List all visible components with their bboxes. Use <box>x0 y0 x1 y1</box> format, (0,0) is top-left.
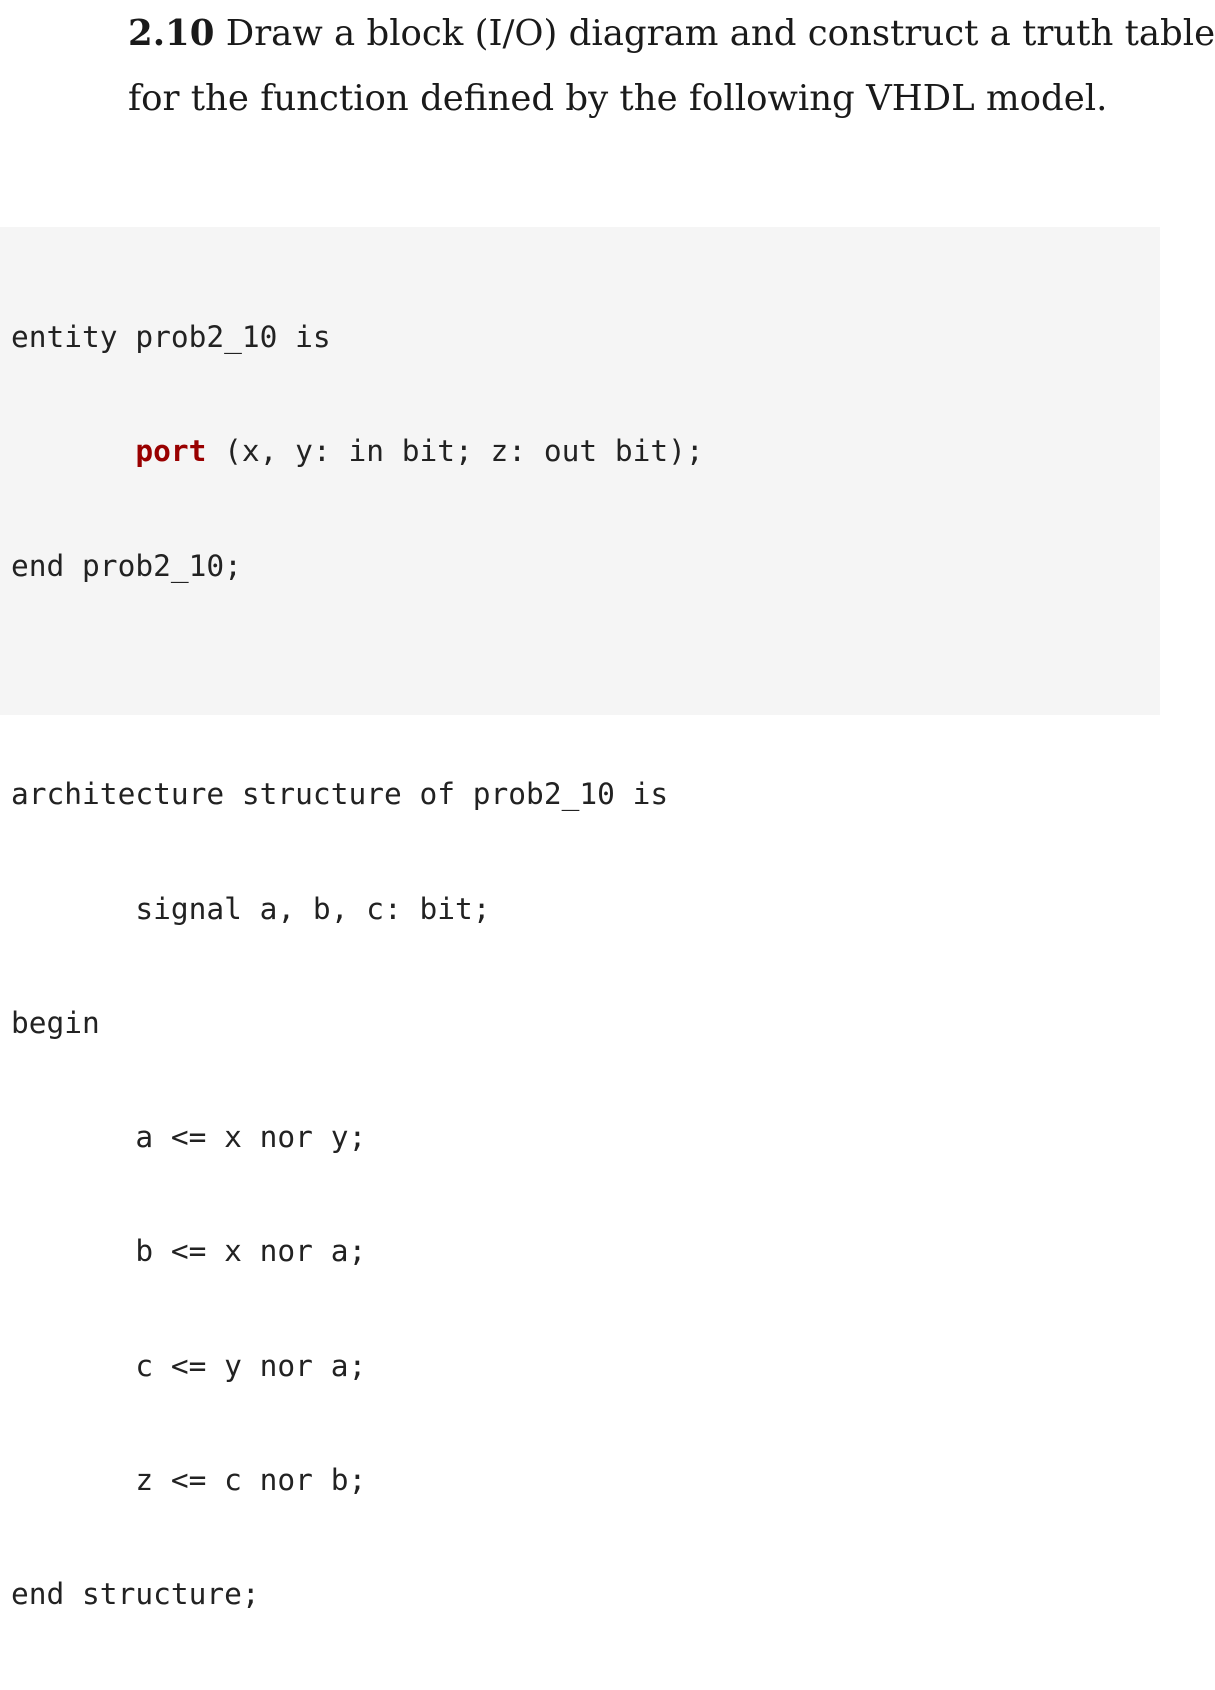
code-line-9: b <= x nor a; <box>11 1234 367 1269</box>
code-line-6: signal a, b, c: bit; <box>11 891 491 926</box>
problem-statement <box>128 0 1215 131</box>
code-line-11: z <= c nor b; <box>11 1463 367 1497</box>
code-line-4-blank <box>11 661 704 699</box>
problem-number: 2.10 <box>128 13 215 54</box>
code-block <box>0 227 1160 1612</box>
problem-line-1 <box>128 1 1215 66</box>
vhdl-code <box>11 242 704 1690</box>
port-keyword: port <box>135 434 207 469</box>
code-line-10: c <= y nor a; <box>11 1348 367 1383</box>
code-line-1: entity prob2_10 is <box>11 320 331 355</box>
code-line-2-port <box>11 432 704 470</box>
port-indent <box>11 434 135 468</box>
code-line-5: architecture structure of prob2_10 is <box>11 777 669 812</box>
problem-text-line-2: for the function defined by the following VHDL model. <box>128 78 1108 119</box>
code-line-8: a <= x nor y; <box>11 1120 367 1155</box>
code-line-12: end structure; <box>11 1577 260 1612</box>
problem-text-line-1: Draw a block (I/O) diagram and construct a truth table <box>214 13 1215 54</box>
port-declaration: (x, y: in bit; z: out bit); <box>206 434 704 469</box>
code-line-7: begin <box>11 1005 100 1040</box>
code-line-3: end prob2_10; <box>11 548 242 583</box>
